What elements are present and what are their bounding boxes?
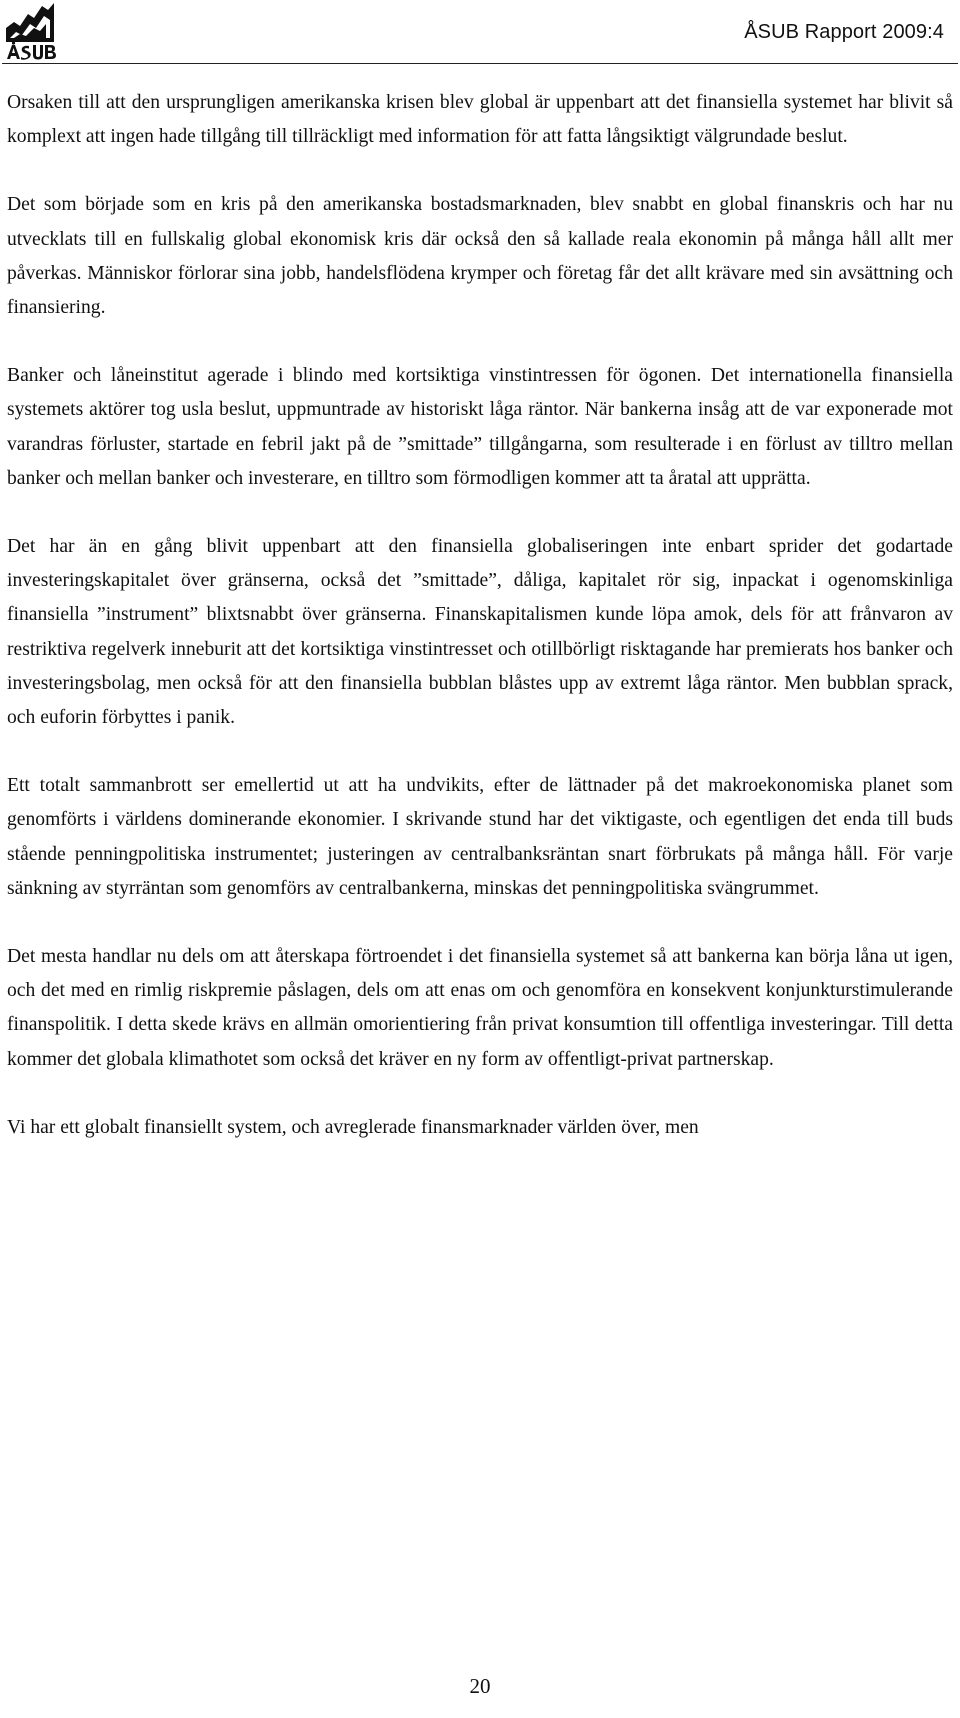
header-divider [2,63,958,64]
paragraph-6: Det mesta handlar nu dels om att återskapa förtroendet i det finansiella systemet så att bankerna kan börja låna ut igen, och det med en rimlig riskpremie påslagen, dels om att enas om och genomföra en konsekvent konjunkturstimulerande finanspolitik. I detta skede krävs en allmän omorientiering från privat konsumtion till offentliga investeringar. Till detta kommer det globala klimathotet som också det kräver en ny form av offentligt-privat partnerskap. [7,946,953,1070]
page-header [0,0,960,68]
paragraph-1: Orsaken till att den ursprungligen amerikanska krisen blev global är uppenbart att det finansiella systemet har blivit så komplext att ingen hade tillgång till tillräckligt med information för att fatta långsiktigt välgrundade beslut. [7,92,953,148]
asub-logo-icon [4,2,64,60]
asub-logo [4,2,64,60]
body-text [7,86,953,1145]
paragraph-3: Banker och låneinstitut agerade i blindo med kortsiktiga vinstintressen för ögonen. Det internationella finansiella systemets aktörer tog usla beslut, uppmuntrade av historiskt låga räntor. När bankerna insåg att de var exponerade mot varandras förluster, startade en febril jakt på de ”smittade” tillgångarna, som resulterade i en förlust av tilltro mellan banker och mellan banker och investerare, en tilltro som förmodligen kommer att ta åratal att upprätta. [7,365,953,489]
paragraph-5: Ett totalt sammanbrott ser emellertid ut att ha undvikits, efter de lättnader på det makroekonomiska planet som genomförts i världens dominerande ekonomier. I skrivande stund har det viktigaste, och egentligen det enda till buds stående penningpolitiska instrumentet; justeringen av centralbanksräntan snart förbrukats på många håll. För varje sänkning av styrräntan som genomförs av centralbankerna, minskas det penningpolitiska svängrummet. [7,775,953,899]
report-title: ÅSUB Rapport 2009:4 [744,21,944,43]
paragraph-2: Det som började som en kris på den amerikanska bostadsmarknaden, blev snabbt en global finanskris och har nu utvecklats till en fullskalig global ekonomisk kris där också den så kallade reala ekonomin på många håll allt mer påverkas. Människor förlorar sina jobb, handelsflödena krymper och företag får det allt krävare med sin avsättning och finansiering. [7,194,953,319]
paragraph-7: Vi har ett globalt finansiellt system, och avreglerade finansmarknader världen över, men [7,1116,699,1138]
page-number: 20 [469,1674,491,1698]
paragraph-4: Det har än en gång blivit uppenbart att den finansiella globaliseringen inte enbart sprider det godartade investeringskapitalet över gränserna, också det ”smittade”, dåliga, kapitalet rör sig, inpackat i ogenomskinliga finansiella ”instrument” blixtsnabbt över gränserna. Finanskapitalismen kunde löpa amok, dels för att frånvaron av restriktiva regelverk inneburit att det kortsiktiga vinstintresset och otillbörligt risktagande har premierats hos banker och investeringsbolag, men också för att den finansiella bubblan blåstes upp av extremt låga räntor. Men bubblan sprack, och euforin förbyttes i panik. [7,536,953,729]
